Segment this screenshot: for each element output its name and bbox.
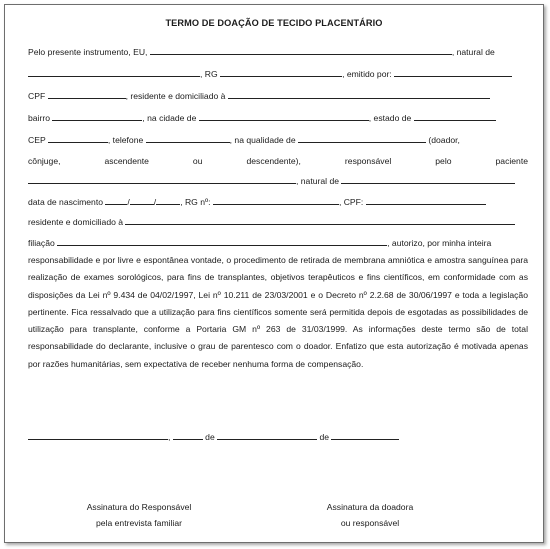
cpf-field[interactable]: [48, 97, 126, 99]
label-de-2: de: [319, 432, 330, 442]
label-qualidade: , na qualidade de: [229, 135, 296, 145]
row-rg: [28, 69, 512, 79]
birth-day-field[interactable]: [105, 203, 127, 205]
label-instrument: Pelo presente instrumento, EU,: [28, 47, 148, 57]
emitido-field[interactable]: [394, 75, 512, 77]
signature-responsible: [59, 499, 219, 531]
qualidade-field[interactable]: [298, 141, 426, 143]
row-parentesco: [28, 156, 528, 166]
address-field[interactable]: [228, 97, 490, 99]
row-name: [28, 47, 495, 57]
label-nascimento: data de nascimento: [28, 197, 104, 207]
label-de-1: de: [205, 432, 215, 442]
sign-month-field[interactable]: [217, 438, 317, 440]
label-natural-paciente: , natural de: [296, 176, 339, 186]
cpf-paciente-field[interactable]: [366, 203, 486, 205]
label-cpf-paciente: , CPF:: [338, 197, 364, 207]
city-field[interactable]: [28, 438, 168, 440]
estado-field[interactable]: [414, 119, 496, 121]
row-date-signature: [28, 432, 399, 442]
natural-field[interactable]: [28, 75, 200, 77]
bairro-field[interactable]: [52, 119, 142, 121]
row-cpf: [28, 91, 490, 101]
date-sep-2: /: [153, 197, 157, 207]
label-cidade: , na cidade de: [142, 113, 197, 123]
label-emitido: , emitido por:: [342, 69, 392, 79]
cep-field[interactable]: [48, 141, 108, 143]
filiacao-field[interactable]: [57, 244, 387, 246]
document-title: TERMO DE DOAÇÃO DE TECIDO PLACENTÁRIO: [165, 18, 383, 28]
row-paciente: [28, 176, 515, 186]
row-bairro: [28, 113, 496, 123]
authorization-paragraph: responsabilidade e por livre e espontânea vontade, o procedimento de retirada de membrana amniótica e amostra sanguínea para realização de exames sorológicos, para fins de transplantes, objetivos terapêuticos e fins científicos, em conformidade com as disposições da Lei nº 9.434 de 04/02/1997, Lei nº 10.211 de 23/03/2001 e o Decreto nº 2.2.68 de 30/06/1997 e toda a legislação pertinente. Fica ressalvado que a utilização para fins científicos somente será permitida depois de esgotadas as possibilidades de utilização para transplante, conforme a Portaria GM nº 263 de 31/03/1999. As informações deste termo são de total responsabilidade do declarante, inclusive o grau de parentesco com o doador. Enfatizo que esta autorização é motivada apenas por razões humanitárias, sem expectativa de receber nenhuma forma de compensação.: [28, 255, 528, 369]
signature-responsible-line2: pela entrevista familiar: [96, 518, 182, 528]
label-estado: , estado de: [368, 113, 412, 123]
label-autorizo: , autorizo, por minha inteira: [387, 238, 492, 248]
label-cep: CEP: [28, 135, 46, 145]
rg-paciente-field[interactable]: [213, 203, 339, 205]
label-doador: (doador,: [428, 135, 460, 145]
paciente-field[interactable]: [28, 182, 296, 184]
signature-responsible-line1: Assinatura do Responsável: [86, 502, 192, 512]
row-filiacao: [28, 238, 491, 248]
label-residente-paciente: residente e domiciliado à: [28, 217, 124, 227]
name-field[interactable]: [150, 53, 452, 55]
rg-field[interactable]: [220, 75, 342, 77]
cidade-field[interactable]: [199, 119, 369, 121]
label-cpf: CPF: [28, 91, 46, 101]
date-comma: ,: [168, 432, 171, 442]
label-rg-paciente: , RG nº:: [180, 197, 211, 207]
sign-day-field[interactable]: [173, 438, 203, 440]
natural-paciente-field[interactable]: [341, 182, 515, 184]
label-residente: , residente e domiciliado à: [125, 91, 226, 101]
sign-year-field[interactable]: [331, 438, 399, 440]
address-paciente-field[interactable]: [125, 223, 515, 225]
row-residente-paciente: [28, 217, 515, 227]
signature-donor-line2: ou responsável: [340, 518, 400, 528]
row-cep: [28, 135, 460, 145]
signature-donor: [295, 499, 445, 531]
row-nascimento: [28, 197, 486, 207]
telefone-field[interactable]: [146, 141, 230, 143]
label-filiacao: filiação: [28, 238, 55, 248]
label-natural: , natural de: [451, 47, 495, 57]
label-rg: , RG: [200, 69, 218, 79]
label-bairro: bairro: [28, 113, 50, 123]
label-telefone: , telefone: [107, 135, 144, 145]
birth-month-field[interactable]: [130, 203, 154, 205]
document-page: [4, 4, 544, 543]
label-parentesco: cônjuge, ascendente ou descendente), responsável pelo paciente: [28, 156, 528, 166]
signature-donor-line1: Assinatura da doadora: [326, 502, 414, 512]
date-sep-1: /: [127, 197, 130, 207]
birth-year-field[interactable]: [156, 203, 180, 205]
